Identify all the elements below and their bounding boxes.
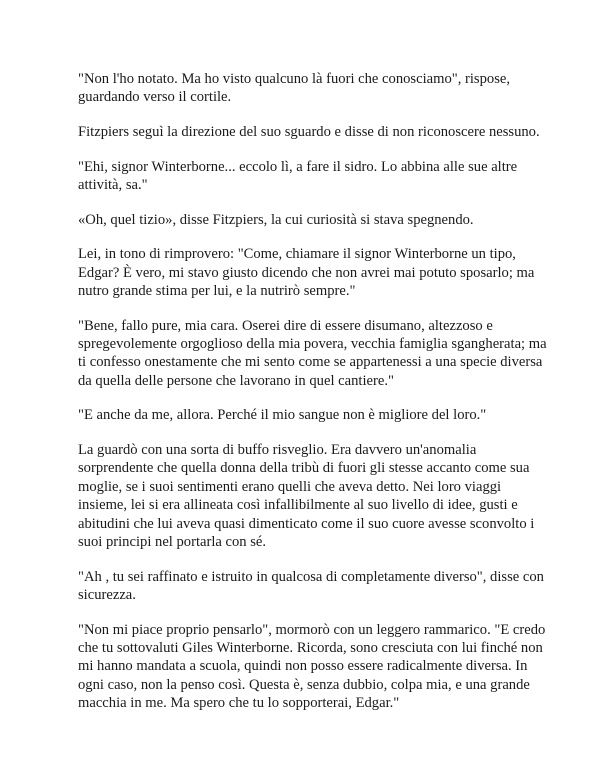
paragraph: "Ah , tu sei raffinato e istruito in qualcosa di completamente diverso", disse con sicurezza.: [78, 568, 544, 604]
paragraph: «Oh, quel tizio», disse Fitzpiers, la cui curiosità si stava spegnendo.: [78, 211, 474, 228]
paragraph: Lei, in tono di rimprovero: "Come, chiamare il signor Winterborne un tipo, Edgar? È vero, mi stavo giusto dicendo che non avrei mai potuto sposarlo; ma nutro grande stima per lui, e la nutrirò sempre.": [78, 246, 535, 299]
paragraph: "Non l'ho notato. Ma ho visto qualcuno là fuori che conosciamo", rispose, guardando verso il cortile.: [78, 71, 511, 106]
paragraph: Fitzpiers seguì la direzione del suo sguardo e disse di non riconoscere nessuno.: [78, 124, 540, 140]
paragraph: "E anche da me, allora. Perché il mio sangue non è migliore del loro.": [78, 407, 487, 424]
paragraph: "Bene, fallo pure, mia cara. Oserei dire di essere disumano, altezzoso e spregevolemente orgoglioso della mia povera, vecchia famiglia sgangherata; ma ti confesso onestamente che mi sento come se appartenessi a una specie diversa da quella delle persone che lavorano in quel cantiere.": [78, 317, 547, 389]
paragraph: La guardò con una sorta di buffo risveglio. Era davvero un'anomalia sorprendente che quella donna della tribù di fuori gli stesse accanto come sua moglie, se i suoi sentimenti erano quelli che aveva detto. Nei loro viaggi insieme, lei si era allineata così infallibilmente al suo livello di idee, gusti e abitudini che lui aveva quasi dimenticato come il suo cuore avesse sconvolto i suoi principi nel portarla con sé.: [78, 442, 535, 551]
paragraph: "Ehi, signor Winterborne... eccolo lì, a fare il sidro. Lo abbina alle sue altre attività, sa.": [78, 158, 518, 193]
document-page: [78, 70, 548, 729]
paragraph: "Non mi piace proprio pensarlo", mormorò con un leggero rammarico. "E credo che tu sottovaluti Giles Winterborne. Ricorda, sono cresciuta con lui finché non mi hanno mandata a scuola, quindi non posso essere radicalmente diversa. In ogni caso, non la penso così. Questa è, senza dubbio, colpa mia, e una grande macchia in me. Ma spero che tu lo sopporterai, Edgar.": [78, 621, 546, 712]
